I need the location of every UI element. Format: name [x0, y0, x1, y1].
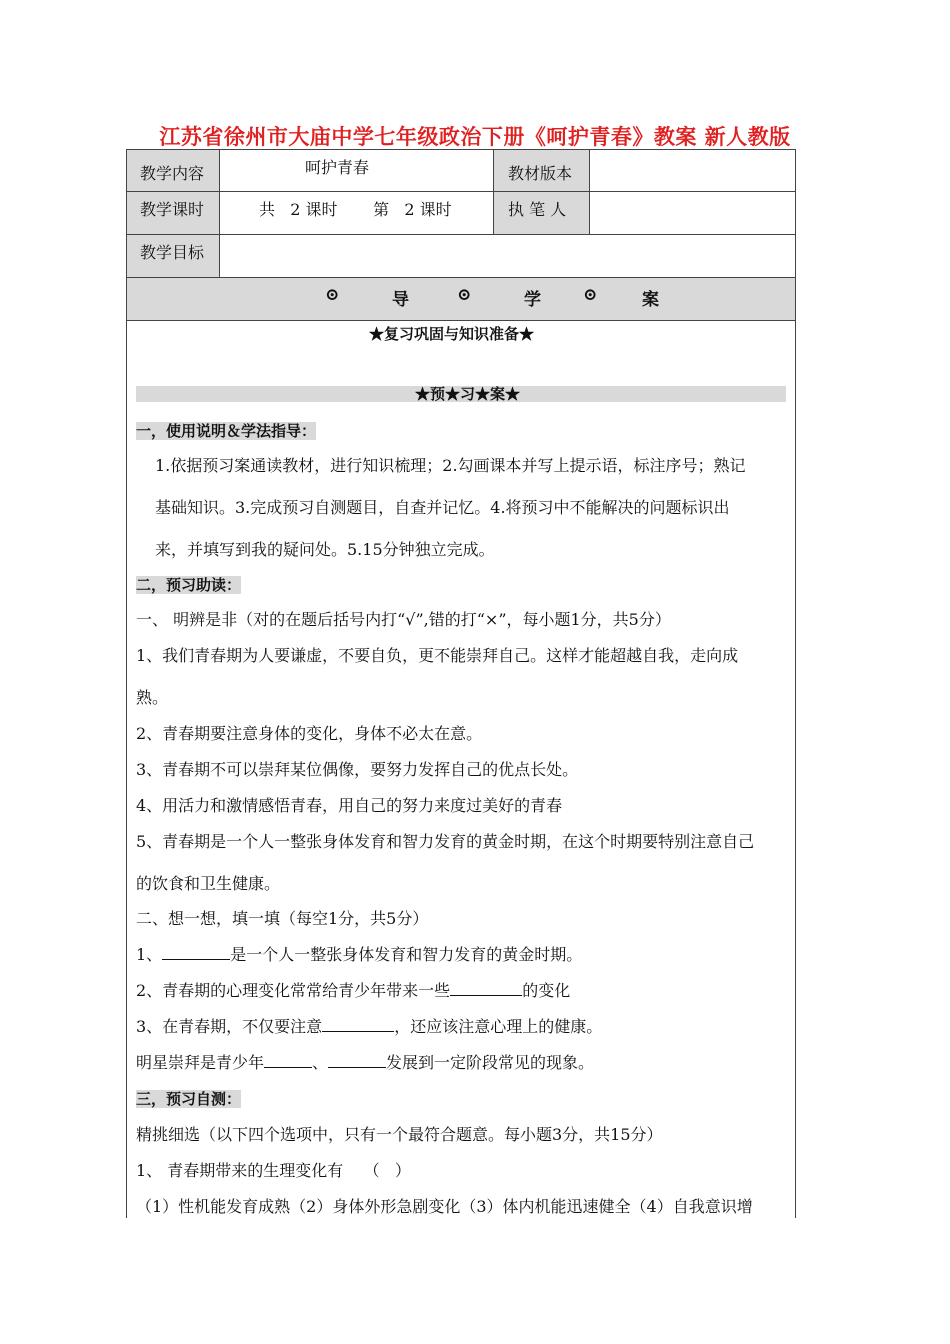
- judge-item-5b: 的饮食和卫生健康。: [136, 874, 281, 893]
- fill-item-4: 明星崇拜是青少年 、 发展到一定阶段常见的现象。: [136, 1053, 595, 1072]
- judge-item-5a: 5、青春期是一个人一整张身体发育和智力发育的黄金时期，在这个时期要特别注意自己: [136, 832, 755, 851]
- divider: [127, 277, 795, 278]
- divider: [493, 150, 494, 234]
- instruction-line-2: 基础知识。3.完成预习自测题目，自查并记忆。4.将预习中不能解决的问题标识出: [155, 498, 730, 517]
- section3-heading: 三，预习自测：: [136, 1090, 242, 1108]
- judge-item-3: 3、青春期不可以崇拜某位偶像，要努力发挥自己的优点长处。: [136, 760, 579, 779]
- fill-item-3: 3、在青春期，不仅要注意 ，还应该注意心理上的健康。: [136, 1017, 603, 1036]
- fill-intro: 二、想一想，填一填（每空1分，共5分）: [136, 909, 429, 928]
- guide-band: [127, 278, 795, 320]
- goal-label: 教学目标: [140, 243, 205, 262]
- author-label: 执 笔 人: [508, 200, 567, 219]
- blank-line: [264, 1053, 312, 1068]
- band-char-an: 案: [642, 290, 659, 310]
- instruction-line-3: 来，并填写到我的疑问处。5.15分钟独立完成。: [155, 540, 495, 559]
- blank-line: [162, 945, 230, 960]
- judge-item-1b: 熟。: [136, 688, 169, 707]
- fill-item-1: 1、 是一个人一整张身体发育和智力发育的黄金时期。: [136, 945, 583, 964]
- choice-intro: 精挑细选（以下四个选项中，只有一个最符合题意。每小题3分，共15分）: [136, 1125, 663, 1144]
- blank-line: [450, 981, 522, 996]
- circle-dot-icon: ⊙: [457, 285, 472, 305]
- fill-item-2: 2、青春期的心理变化常常给青少年带来一些 的变化: [136, 981, 571, 1000]
- band-char-xue: 学: [524, 290, 541, 310]
- review-heading: ★复习巩固与知识准备★: [369, 325, 535, 343]
- instruction-line-1: 1.依据预习案通读教材，进行知识梳理；2.勾画课本并写上提示语，标注序号；熟记: [155, 456, 746, 475]
- choice-question-1-options: （1）性机能发育成熟（2）身体外形急剧变化（3）体内机能迅速健全（4）自我意识增: [136, 1197, 753, 1216]
- divider: [219, 150, 220, 277]
- section2-heading: 二，预习助读：: [136, 576, 242, 594]
- document-title: 江苏省徐州市大庙中学七年级政治下册《呵护青春》教案 新人教版: [159, 124, 791, 149]
- preview-heading: ★预★习★案★: [415, 385, 521, 403]
- judge-item-2: 2、青春期要注意身体的变化，身体不必太在意。: [136, 724, 483, 743]
- hours-value: 共 2 课时 第 2 课时: [259, 200, 452, 219]
- divider: [589, 150, 590, 234]
- divider: [127, 234, 795, 235]
- circle-dot-icon: ⊙: [325, 285, 340, 305]
- edition-label: 教材版本: [508, 164, 573, 183]
- divider: [127, 191, 795, 192]
- judge-intro: 一、 明辨是非（对的在题后括号内打“√”,错的打“×”，每小题1分，共5分）: [136, 610, 671, 629]
- band-char-dao: 导: [392, 290, 409, 310]
- judge-item-4: 4、用活力和激情感悟青春，用自己的努力来度过美好的青春: [136, 796, 563, 815]
- judge-item-1a: 1、我们青春期为人要谦虚，不要自负，更不能崇拜自己。这样才能超越自我，走向成: [136, 646, 739, 665]
- content-value: 呵护青春: [305, 158, 370, 177]
- blank-line: [322, 1017, 394, 1032]
- blank-line: [328, 1053, 386, 1068]
- section1-heading: 一，使用说明＆学法指导：: [136, 422, 317, 440]
- circle-dot-icon: ⊙: [583, 285, 598, 305]
- content-label: 教学内容: [140, 164, 205, 183]
- divider: [127, 320, 795, 321]
- choice-question-1: 1、 青春期带来的生理变化有 （ ）: [136, 1161, 411, 1180]
- hours-label: 教学课时: [140, 200, 205, 219]
